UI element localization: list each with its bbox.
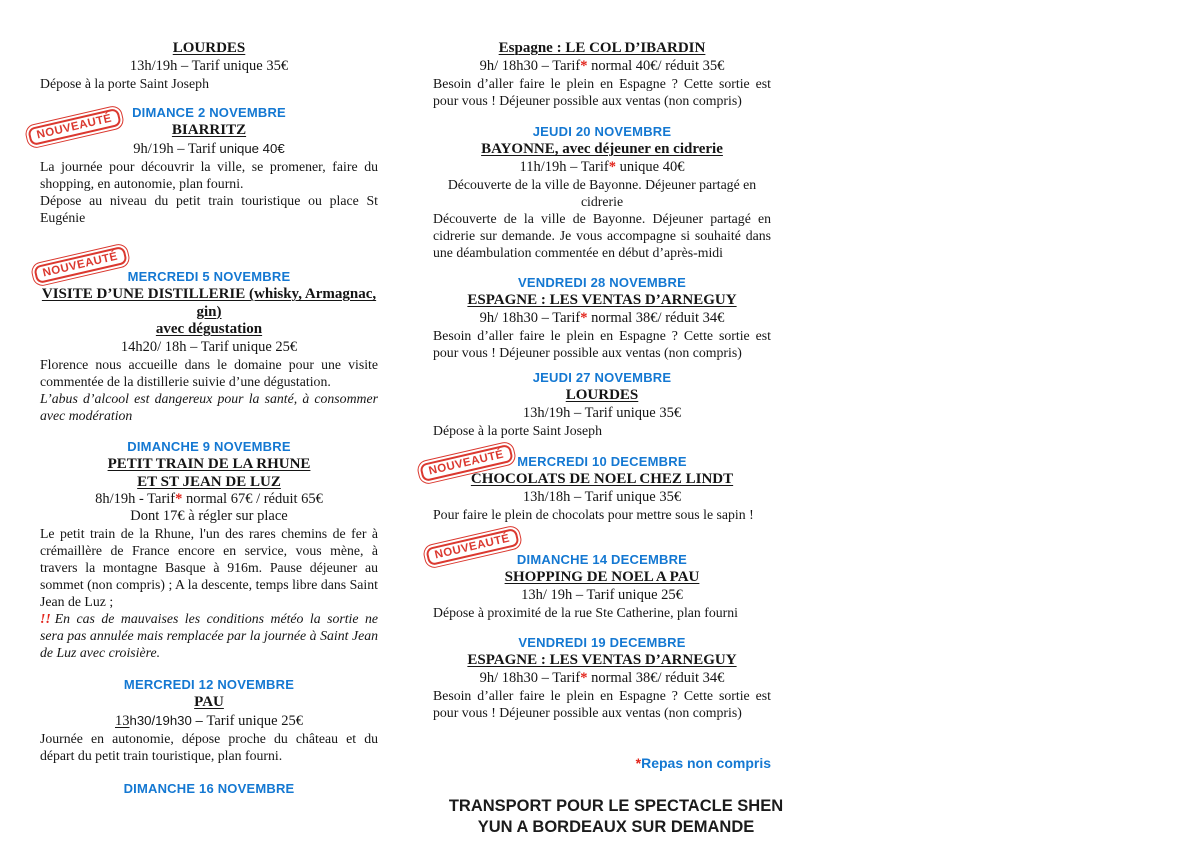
event-title: ESPAGNE : LES VENTAS D’ARNEGUY: [467, 292, 737, 308]
transport-line-1: TRANSPORT POUR LE SPECTACLE SHEN: [448, 797, 784, 815]
tarif-asterisk: *: [580, 57, 588, 74]
event-body: Journée en autonomie, dépose proche du château et du départ du petit train touristique, plan fourni.: [40, 730, 378, 763]
event-time: 9h/19h – Tarif unique 40€: [133, 140, 285, 157]
event-date: MERCREDI 10 DECEMBRE: [517, 454, 687, 469]
event-time: 13h/ 19h – Tarif unique 25€: [521, 586, 683, 603]
event-time: 13h/19h – Tarif unique 35€: [129, 57, 289, 74]
event-body: Besoin d’aller faire le plein en Espagne ? Cette sortie est pour vous ! Déjeuner possible aux ventas (non compris): [433, 327, 771, 360]
event-body: Florence nous accueille dans le domaine pour une visite commentée de la distillerie suivie d’une dégustation.: [40, 356, 378, 389]
event-time: 9h/ 18h30 – Tarif* normal 38€/ réduit 34€: [479, 669, 725, 686]
event-date: VENDREDI 28 NOVEMBRE: [518, 275, 686, 290]
warning-marks: !!: [40, 611, 51, 626]
event-body: Besoin d’aller faire le plein en Espagne ? Cette sortie est pour vous ! Déjeuner possible aux ventas (non compris): [433, 687, 771, 720]
event-date: JEUDI 20 NOVEMBRE: [532, 124, 672, 139]
event-lourdes-top: [40, 40, 378, 92]
nouveaute-stamp: NOUVEAUTÉ: [419, 444, 513, 482]
nouveaute-stamp: NOUVEAUTÉ: [425, 528, 519, 566]
event-title: BIARRITZ: [171, 122, 247, 138]
event-body: Le petit train de la Rhune, l'un des rares chemins de fer à crémaillère de France encore en service, vous mène, à travers la montagne Basque à 916m. Pause déjeuner au sommet (non compris) ; A la descente, temps libre dans Saint Jean de Luz ;: [40, 526, 378, 609]
event-title: SHOPPING DE NOEL A PAU: [504, 569, 700, 585]
event-date: DIMANCHE 9 NOVEMBRE: [127, 439, 291, 454]
event-title: LOURDES: [565, 387, 639, 403]
event-body: Pour faire le plein de chocolats pour mettre sous le sapin !: [433, 506, 754, 522]
event-subline: Dont 17€ à régler sur place: [130, 508, 288, 524]
alcohol-warning: L’abus d’alcool est dangereux pour la santé, à consommer avec modération: [40, 390, 378, 423]
event-date: MERCREDI 12 NOVEMBRE: [123, 677, 295, 692]
event-title: VISITE D’UNE DISTILLERIE (whisky, Armagnac,: [41, 286, 377, 302]
transport-line-2: YUN A BORDEAUX SUR DEMANDE: [477, 818, 755, 836]
nouveaute-stamp: NOUVEAUTÉ: [33, 246, 127, 284]
event-pau: [40, 676, 378, 764]
event-title: avec dégustation: [155, 321, 263, 337]
event-distillerie: [40, 268, 378, 424]
event-title: ESPAGNE : LES VENTAS D’ARNEGUY: [467, 652, 737, 668]
event-time: 8h/19h - Tarif* normal 67€ / réduit 65€: [95, 491, 323, 507]
event-next-date: [40, 780, 378, 798]
event-date: VENDREDI 19 DECEMBRE: [518, 635, 686, 650]
tarif-asterisk: *: [175, 491, 183, 507]
event-title: ET ST JEAN DE LUZ: [137, 473, 281, 490]
event-body: Découverte de la ville de Bayonne. Déjeuner partagé en cidrerie sur demande. Je vous accompagne si souhaité dans une déambulation commentée en début d’après-midi: [433, 210, 771, 260]
footnote-asterisk: *: [635, 755, 642, 771]
event-time: 11h/19h – Tarif* unique 40€: [519, 158, 685, 175]
event-shopping-noel: [433, 551, 771, 621]
event-bayonne: [433, 123, 771, 261]
event-date: DIMANCE 2 NOVEMBRE: [132, 105, 286, 120]
event-title: CHOCOLATS DE NOEL CHEZ LINDT: [470, 471, 734, 487]
event-rhune: [40, 438, 378, 661]
event-date: DIMANCHE 16 NOVEMBRE: [123, 781, 295, 796]
event-time: 9h/ 18h30 – Tarif* normal 40€/ réduit 35€: [479, 57, 725, 74]
event-ventas-28: [433, 274, 771, 361]
event-title: gin): [196, 303, 222, 320]
event-body: La journée pour découvrir la ville, se promener, faire du shopping, en autonomie, plan fourni.: [40, 158, 378, 191]
event-title: PAU: [194, 694, 224, 710]
event-time: 13h/18h – Tarif unique 35€: [522, 488, 682, 505]
right-column: [433, 0, 784, 848]
event-date: DIMANCHE 14 DECEMBRE: [516, 552, 688, 567]
event-lourdes-27: [433, 369, 771, 439]
tarif-asterisk: *: [580, 309, 588, 326]
event-body: Besoin d’aller faire le plein en Espagne ? Cette sortie est pour vous ! Déjeuner possible aux ventas (non compris): [433, 75, 771, 108]
event-ibardin: [433, 40, 771, 109]
event-title: BAYONNE, avec déjeuner en cidrerie: [481, 141, 723, 157]
event-title: LOURDES: [172, 40, 246, 56]
event-time: 14h20/ 18h – Tarif unique 25€: [120, 338, 298, 355]
event-title: Espagne : LE COL D’IBARDIN: [498, 40, 706, 56]
tarif-asterisk: *: [608, 158, 616, 175]
event-title: PETIT TRAIN DE LA RHUNE: [107, 456, 311, 472]
event-body: Découverte de la ville de Bayonne. Déjeuner partagé en: [447, 176, 757, 192]
event-body: Dépose à la porte Saint Joseph: [433, 422, 602, 438]
event-time: 9h/ 18h30 – Tarif* normal 38€/ réduit 34€: [479, 309, 725, 326]
transport-notice: [447, 796, 785, 838]
event-body: Dépose à proximité de la rue Ste Catherine, plan fourni: [433, 604, 738, 620]
weather-note: !! En cas de mauvaises les conditions météo la sortie ne sera pas annulée mais remplacée par la journée à Saint Jean de Luz avec croisière.: [40, 611, 378, 660]
nouveaute-stamp: NOUVEAUTÉ: [27, 108, 121, 146]
event-date: JEUDI 27 NOVEMBRE: [532, 370, 672, 385]
meals-footnote: *Repas non compris: [635, 755, 771, 771]
event-date: MERCREDI 5 NOVEMBRE: [127, 269, 291, 284]
event-body: cidrerie: [580, 193, 624, 209]
event-body: Dépose à la porte Saint Joseph: [40, 75, 209, 91]
event-time: 13h/19h – Tarif unique 35€: [522, 404, 682, 421]
event-body: Dépose au niveau du petit train touristique ou place St Eugénie: [40, 192, 378, 225]
tarif-asterisk: *: [580, 669, 588, 686]
event-time: 13h30/19h30 – Tarif unique 25€: [115, 712, 303, 729]
event-ventas-19: [433, 634, 771, 721]
